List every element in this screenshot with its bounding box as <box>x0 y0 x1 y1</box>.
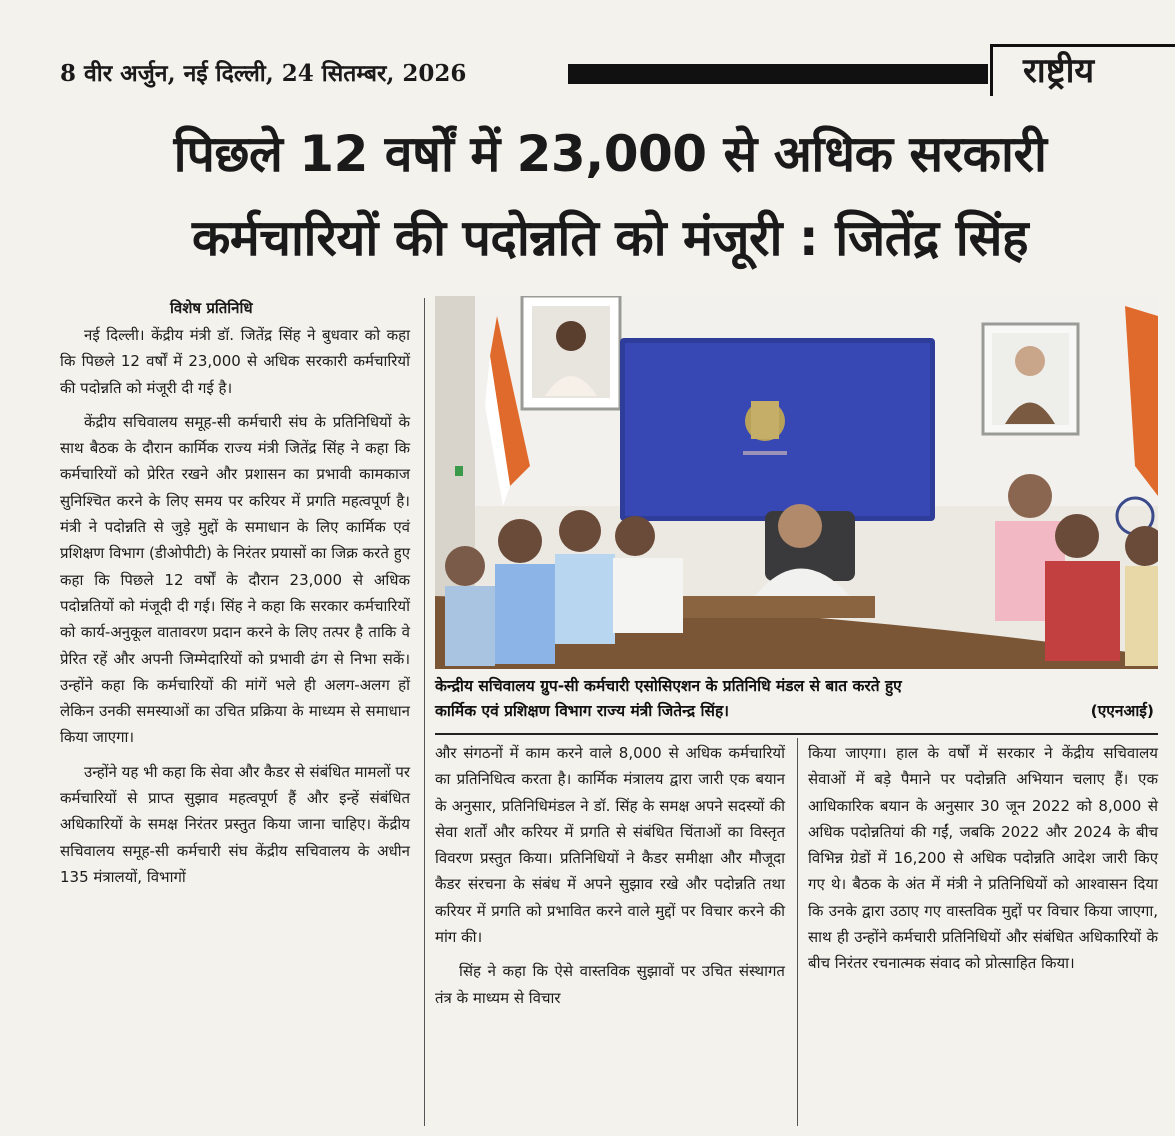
left-column <box>60 322 410 898</box>
photo-caption <box>435 674 1158 724</box>
middle-column <box>435 740 785 1019</box>
masthead-bar <box>568 64 988 84</box>
page-folio: 8 वीर अर्जुन, नई दिल्ली, 24 सितम्बर, 2026 <box>60 60 467 87</box>
photo-credit: (एएनआई) <box>1090 702 1154 720</box>
headline-line-2: कर्मचारियों की पदोन्नति को मंजूरी : जितेंद्र सिंह <box>191 209 1029 267</box>
caption-line-1: केन्द्रीय सचिवालय ग्रुप-सी कर्मचारी एसोसिएशन के प्रतिनिधि मंडल से बात करते हुए <box>435 677 902 695</box>
right-column <box>808 740 1158 985</box>
headline <box>60 112 1160 280</box>
section-label: राष्ट्रीय <box>990 44 1175 96</box>
news-photo <box>435 296 1158 669</box>
byline: विशेष प्रतिनिधि <box>170 299 253 317</box>
headline-line-1: पिछले 12 वर्षों में 23,000 से अधिक सरकारी <box>173 125 1047 183</box>
paragraph: केंद्रीय सचिवालय समूह-सी कर्मचारी संघ के प्रतिनिधियों के साथ बैठक के दौरान कार्मिक राज्य मंत्री जितेंद्र सिंह ने कहा कि कर्मचारियों को प्रेरित रखने और प्रशासन का प्रभावी कामकाज सुनिश्चित करने के लिए समय पर करियर में प्रगति महत्वपूर्ण है। मंत्री ने पदोन्नति से जुड़े मुद्दों के समाधान के लिए कार्मिक एवं प्रशिक्षण विभाग (डीओपीटी) के निरंतर प्रयासों का जिक्र करते हुए कहा कि पिछले 12 वर्षों के दौरान 23,000 से अधिक पदोन्नतियों को मंजूदी दी गई। सिंह ने कहा कि सरकार कर्मचारियों को कार्य-अनुकूल वातावरण प्रदान करने के लिए तत्पर है ताकि वे प्रेरित रहें और अपनी जिम्मेदारियों को प्रभावी ढंग से निभा सकें। उन्होंने कहा कि कर्मचारियों की मांगें भले ही अलग-अलग हों लेकिन उनकी समस्याओं का उचित प्रक्रिया के माध्यम से समाधान किया जाएगा। <box>60 412 410 747</box>
masthead <box>0 36 1175 91</box>
column-divider <box>424 298 425 1126</box>
paragraph: नई दिल्ली। केंद्रीय मंत्री डॉ. जितेंद्र सिंह ने बुधवार को कहा कि पिछले 12 वर्षों में 23,000 से अधिक सरकारी कर्मचारियों की पदोन्नति को मंजूरी दी गई है। <box>60 326 410 397</box>
column-divider <box>797 738 798 1126</box>
caption-line-2: कार्मिक एवं प्रशिक्षण विभाग राज्य मंत्री जितेन्द्र सिंह। <box>435 702 730 720</box>
meeting-room-photo <box>435 296 1158 669</box>
paragraph: उन्होंने यह भी कहा कि सेवा और कैडर से संबंधित मामलों पर कर्मचारियों से प्राप्त सुझाव महत्वपूर्ण हैं और इन्हें संबंधित अधिकारियों के समक्ष निरंतर प्रस्तुत किया जाना चाहिए। केंद्रीय सचिवालय समूह-सी कर्मचारी संघ केंद्रीय सचिवालय के अधीन 135 मंत्रालयों, विभागों <box>60 762 410 886</box>
caption-rule <box>435 733 1158 735</box>
paragraph: और संगठनों में काम करने वाले 8,000 से अधिक कर्मचारियों का प्रतिनिधित्व करता है। कार्मिक मंत्रालय द्वारा जारी एक बयान के अनुसार, प्रतिनिधिमंडल ने डॉ. सिंह के समक्ष अपने सदस्यों की सेवा शर्तों और करियर में प्रगति से संबंधित चिंताओं का विस्तृत विवरण प्रस्तुत किया। प्रतिनिधियों ने कैडर समीक्षा और मौजूदा कैडर संरचना के संबंध में अपने सुझाव रखे और पदोन्नति तथा करियर में प्रगति को प्रभावित करने वाले मुद्दों पर विचार करने की मांग की। <box>435 744 785 947</box>
paragraph: सिंह ने कहा कि ऐसे वास्तविक सुझावों पर उचित संस्थागत तंत्र के माध्यम से विचार <box>435 962 785 1007</box>
paragraph: किया जाएगा। हाल के वर्षों में सरकार ने केंद्रीय सचिवालय सेवाओं में बड़े पैमाने पर पदोन्नति अभियान चलाए हैं। एक आधिकारिक बयान के अनुसार 30 जून 2022 को 8,000 से अधिक पदोन्नतियां की गईं, जबकि 2022 और 2024 के बीच विभिन्न ग्रेडों में 16,200 से अधिक पदोन्नति आदेश जारी किए गए थे। बैठक के अंत में मंत्री ने प्रतिनिधियों को आश्वासन दिया कि उनके द्वारा उठाए गए वास्तविक मुद्दों पर विचार किया जाएगा, साथ ही उन्होंने कर्मचारी प्रतिनिधियों और संबंधित अधिकारियों के बीच निरंतर रचनात्मक संवाद को प्रोत्साहित किया। <box>808 744 1158 973</box>
